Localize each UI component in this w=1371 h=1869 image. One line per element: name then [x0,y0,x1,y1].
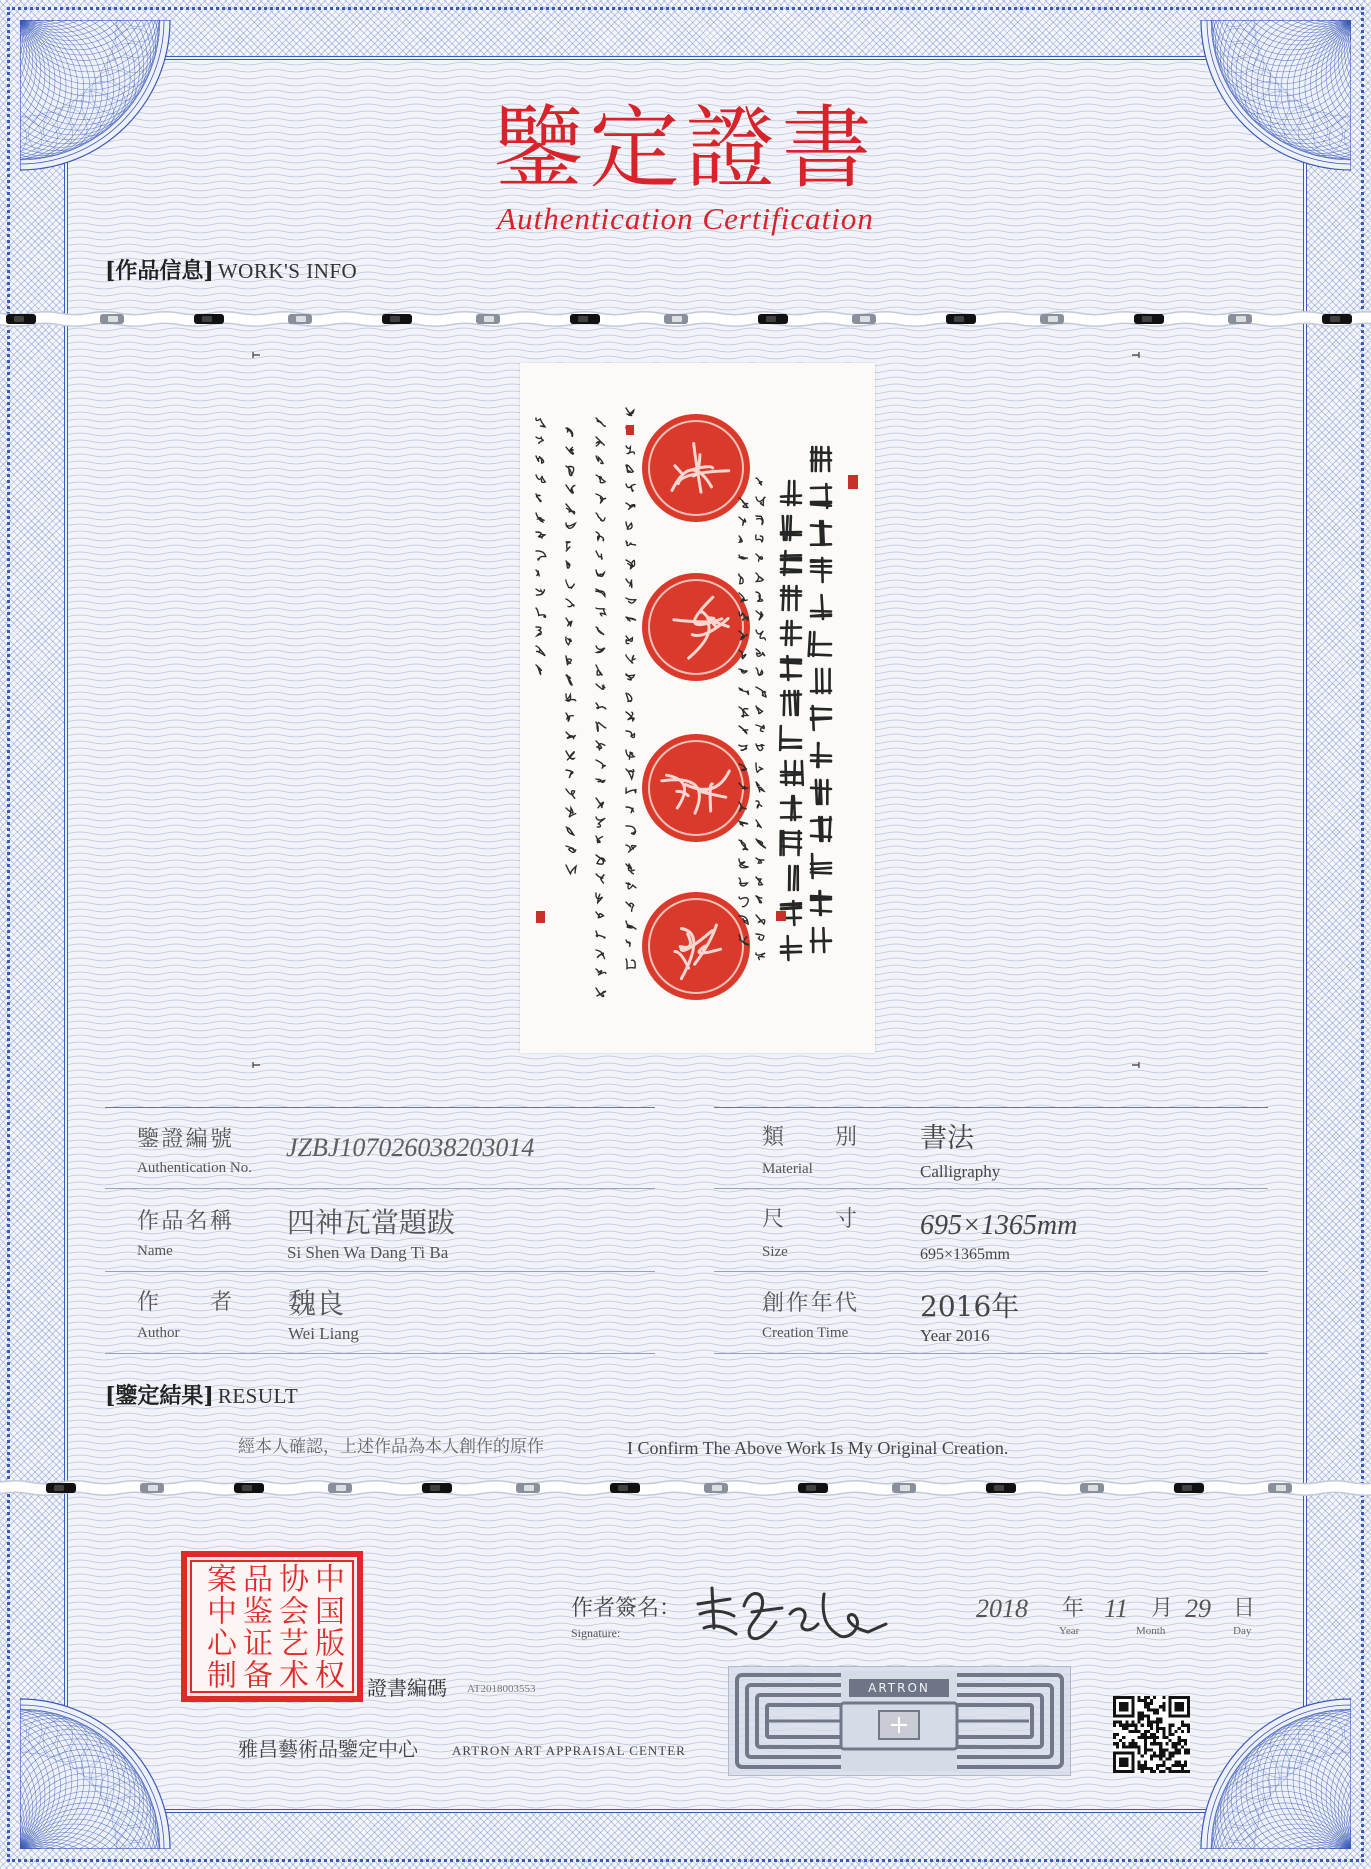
author-value-cn: 魏良 [288,1287,345,1320]
result-header [105,1385,298,1407]
works-info-header-en: WORK'S INFO [217,259,358,283]
corner-rosette-bottom-right [1191,1689,1351,1849]
material-value-en: Calligraphy [920,1162,1001,1181]
corner-rosette-bottom-left [20,1689,180,1849]
registration-mark-bottom-left [248,1050,268,1070]
table-rule [714,1271,1268,1272]
auth-no-label-cn: 鑒證編號 [137,1127,232,1152]
creation-time-label-cn: 創作年代 [762,1291,857,1316]
signature-label-en: Signature: [571,1626,621,1640]
name-value-cn: 四神瓦當題跋 [287,1206,456,1239]
date-month-cn: 月 [1151,1596,1174,1621]
registration-mark-bottom-right [1124,1050,1144,1070]
certificate-code-value: AT2018003553 [467,1683,536,1695]
certificate-subtitle: Authentication Certification [497,201,874,236]
security-thread-bottom [0,1474,1371,1502]
result-statement-en: I Confirm The Above Work Is My Original Creation. [627,1438,1009,1458]
issuer-name-cn: 雅昌藝術品鑒定中心 [238,1737,418,1761]
table-rule [714,1107,1268,1108]
table-rule [714,1188,1268,1189]
size-label-en: Size [762,1244,788,1260]
creation-time-label-en: Creation Time [762,1325,849,1341]
date-year-en: Year [1059,1625,1080,1637]
author-value-en: Wei Liang [288,1324,359,1343]
signature-label-cn: 作者簽名： [571,1596,682,1621]
creation-time-value-en: Year 2016 [920,1326,990,1345]
certificate-code-label: 證書編碼 [367,1676,447,1700]
creation-time-value-cn: 2016年 [920,1290,1020,1323]
rfid-tag-icon [728,1666,1071,1776]
certificate-title: 鑒定證書 [493,96,878,201]
result-header-en: RESULT [217,1384,299,1408]
date-day-en: Day [1233,1625,1252,1637]
issuer-name-en: ARTRON ART APPRAISAL CENTER [452,1743,686,1758]
date-day-cn: 日 [1233,1596,1256,1621]
size-label-cn: 尺 寸 [762,1207,857,1232]
registration-mark-top-right [1124,350,1144,370]
date-year-cn: 年 [1062,1596,1085,1621]
rfid-brand-label: ARTRON [849,1679,949,1697]
security-thread-top [0,305,1371,333]
date-day: 29 [1185,1594,1211,1623]
date-month: 11 [1104,1594,1129,1623]
material-label-cn: 類 別 [762,1125,857,1150]
registration-mark-top-left [248,350,268,370]
name-label-cn: 作品名稱 [137,1209,232,1234]
works-info-header [105,260,357,282]
table-rule [105,1271,655,1272]
date-month-en: Month [1136,1625,1166,1637]
material-label-en: Material [762,1161,813,1177]
author-label-en: Author [137,1325,180,1341]
handwritten-signature [690,1566,890,1651]
registration-seal-stamp [181,1551,363,1702]
table-rule [105,1353,655,1354]
author-label-cn: 作 者 [137,1290,232,1315]
name-label-en: Name [137,1243,173,1259]
seal-text: 中国版权协会艺术品鉴证备案中心制 [201,1562,344,1691]
auth-no-label-en: Authentication No. [137,1160,252,1176]
result-header-cn: [鑒定結果] [105,1383,214,1409]
auth-no-value: JZBJ107026038203014 [286,1133,535,1162]
result-statement-cn: 經本人確認，上述作品為本人創作的原作 [238,1437,544,1457]
artwork-image [520,363,875,1053]
size-value-sub: 695×1365mm [920,1246,1010,1263]
size-value-main: 695×1365mm [920,1210,1078,1241]
date-year: 2018 [976,1594,1028,1623]
table-rule [714,1353,1268,1354]
works-info-header-cn: [作品信息] [105,258,214,284]
table-rule [105,1188,655,1189]
name-value-en: Si Shen Wa Dang Ti Ba [287,1243,449,1262]
qr-code-icon [1113,1696,1190,1773]
material-value-cn: 書法 [920,1123,974,1154]
table-rule [105,1107,655,1108]
